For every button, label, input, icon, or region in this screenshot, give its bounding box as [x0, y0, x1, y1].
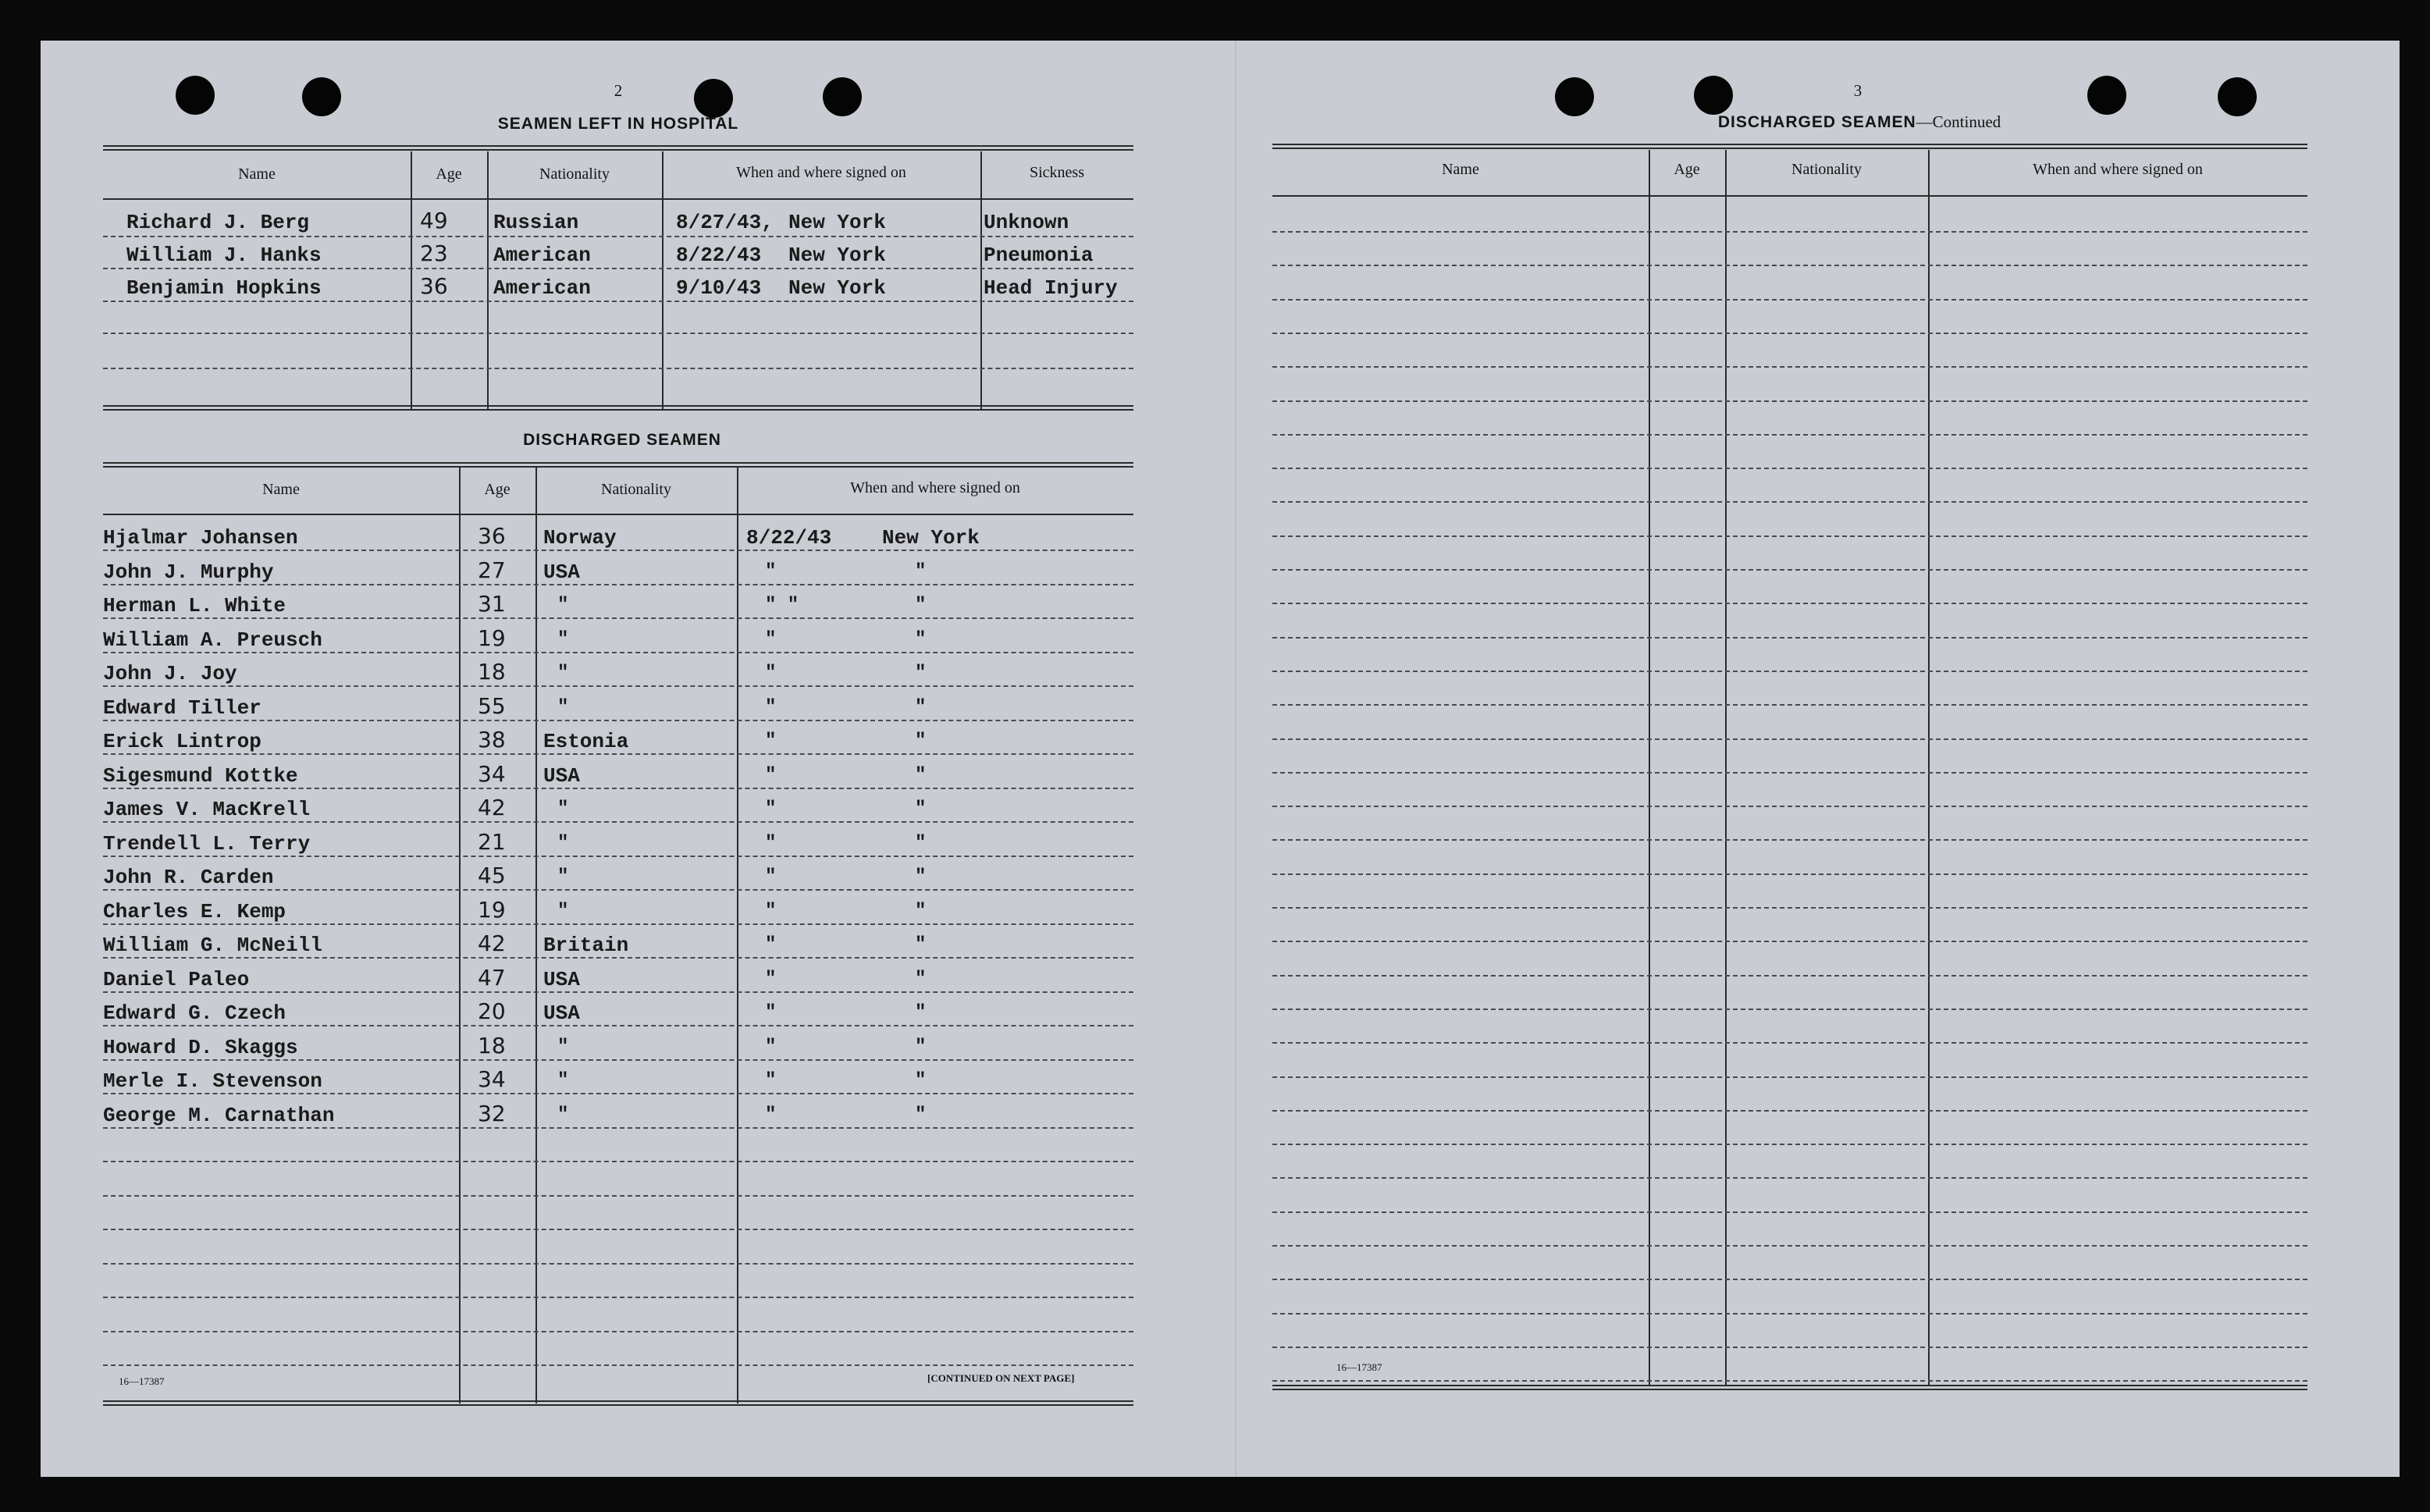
rule-line: [1272, 231, 2307, 233]
rule-line: [103, 1331, 1133, 1332]
seaman-nationality: ": [557, 1036, 569, 1058]
rule-line: [1272, 806, 2307, 807]
seaman-nationality: ": [557, 832, 569, 854]
rule-line: [1272, 671, 2307, 672]
rule-line: [1272, 535, 2307, 537]
seaman-nationality: ": [557, 866, 569, 888]
rule-line: [1272, 333, 2307, 334]
signed-date: " ": [765, 595, 799, 616]
header-age: Age: [1674, 161, 1700, 178]
seaman-nationality: ": [557, 595, 569, 616]
seaman-sickness: Pneumonia: [984, 244, 1094, 267]
signed-place: ": [915, 934, 927, 955]
rule-line: [103, 788, 1133, 789]
signed-date: ": [765, 1070, 777, 1091]
seaman-name: Herman L. White: [103, 594, 286, 617]
rule-line: [1272, 366, 2307, 368]
rule-line: [103, 1093, 1133, 1094]
rule-line: [1272, 1245, 2307, 1247]
seaman-sickness: Unknown: [984, 211, 1069, 234]
rule-line: [1272, 501, 2307, 503]
signed-date: ": [765, 832, 777, 854]
rule-line: [1272, 975, 2307, 977]
header-nationality: Nationality: [601, 481, 671, 498]
right-page: [1235, 41, 2400, 1477]
seaman-sickness: Head Injury: [984, 276, 1118, 300]
seaman-name: Benjamin Hopkins: [126, 276, 322, 300]
signed-place: ": [915, 1070, 927, 1091]
seaman-nationality: USA: [543, 967, 580, 991]
rule-line: [1272, 1279, 2307, 1280]
seaman-name: Erick Lintrop: [103, 730, 262, 753]
rule-line: [1272, 637, 2307, 639]
seaman-age: 34: [478, 1066, 506, 1092]
rule-line: [1272, 1313, 2307, 1315]
discharged-section-title: DISCHARGED SEAMEN: [523, 431, 721, 449]
rule-line: [1272, 1009, 2307, 1010]
rule-line: [1272, 907, 2307, 909]
seaman-nationality: ": [557, 799, 569, 820]
rule-line: [1272, 1380, 2307, 1382]
seaman-nationality: USA: [543, 763, 580, 788]
seaman-nationality: American: [493, 276, 591, 300]
seaman-age: 38: [478, 727, 506, 752]
signed-date: ": [765, 968, 777, 990]
signed-date: ": [765, 663, 777, 684]
signed-date: 8/27/43,: [676, 211, 774, 234]
seaman-nationality: Estonia: [543, 730, 629, 753]
seaman-nationality: ": [557, 628, 569, 650]
rule-line: [1272, 603, 2307, 604]
seaman-age: 47: [478, 964, 506, 991]
header-signed-on: When and where signed on: [2033, 161, 2203, 178]
seaman-name: John J. Murphy: [103, 560, 274, 584]
signed-place: ": [915, 1002, 927, 1023]
header-signed-on: When and where signed on: [736, 164, 906, 181]
rule-line: [1272, 772, 2307, 774]
seaman-age: 27: [478, 557, 506, 583]
seaman-name: William A. Preusch: [103, 628, 322, 652]
right-title-suffix: —Continued: [1916, 112, 2001, 131]
signed-place: ": [915, 799, 927, 820]
seaman-nationality: USA: [543, 560, 580, 584]
signed-date: ": [765, 1104, 777, 1126]
seaman-name: Edward Tiller: [103, 696, 262, 720]
rule-line: [1272, 704, 2307, 706]
rule-line: [103, 957, 1133, 959]
rule-line: [103, 923, 1133, 925]
rule-line: [1272, 941, 2307, 942]
rule-line: [103, 991, 1133, 993]
seaman-nationality: ": [557, 1104, 569, 1126]
signed-date: ": [765, 764, 777, 786]
rule-line: [103, 753, 1133, 755]
document-sheet: [41, 41, 2400, 1477]
signed-place: ": [915, 900, 927, 922]
seaman-name: William G. McNeill: [103, 934, 322, 957]
seaman-age: 36: [478, 523, 506, 549]
rule-line: [1272, 1042, 2307, 1044]
seaman-name: Merle I. Stevenson: [103, 1069, 322, 1093]
header-signed-on: When and where signed on: [850, 479, 1020, 496]
right-title-main: DISCHARGED SEAMEN: [1717, 113, 1916, 131]
rule-line: [103, 1059, 1133, 1061]
form-number: 16—17387: [119, 1375, 165, 1387]
seaman-name: Sigesmund Kottke: [103, 763, 298, 788]
seaman-name: Edward G. Czech: [103, 1001, 286, 1025]
signed-place: ": [915, 968, 927, 990]
seaman-name: George M. Carnathan: [103, 1103, 335, 1127]
seaman-name: William J. Hanks: [126, 244, 322, 267]
header-name: Name: [1442, 161, 1479, 178]
seaman-name: Daniel Paleo: [103, 967, 250, 991]
seaman-name: Richard J. Berg: [126, 211, 310, 234]
rule-line: [1272, 839, 2307, 841]
rule-line: [103, 584, 1133, 585]
signed-date: ": [765, 934, 777, 955]
signed-place: New York: [882, 526, 980, 550]
signed-place: ": [915, 1036, 927, 1058]
rule-line: [1272, 873, 2307, 875]
signed-date: ": [765, 628, 777, 650]
rule-line: [1272, 1177, 2307, 1179]
seaman-age: 42: [478, 795, 506, 820]
seaman-name: James V. MacKrell: [103, 798, 311, 821]
seaman-age: 32: [478, 1100, 506, 1126]
header-age: Age: [484, 481, 511, 498]
signed-date: ": [765, 1036, 777, 1058]
seaman-nationality: ": [557, 900, 569, 922]
seaman-name: Howard D. Skaggs: [103, 1035, 298, 1059]
page-number: 3: [1853, 81, 1863, 100]
rule-line: [1272, 265, 2307, 266]
rule-line: [103, 1364, 1133, 1366]
seaman-nationality: Russian: [493, 211, 579, 234]
seaman-age: 55: [478, 692, 506, 719]
seaman-nationality: Norway: [543, 526, 617, 550]
rule-line: [1272, 1144, 2307, 1145]
signed-date: ": [765, 799, 777, 820]
signed-date: 8/22/43: [746, 526, 832, 550]
signed-date: ": [765, 696, 777, 718]
header-nationality: Nationality: [1791, 161, 1862, 178]
rule-line: [1272, 1076, 2307, 1078]
seaman-age: 31: [478, 591, 506, 617]
left-page: [41, 41, 1235, 1477]
seaman-age: 18: [478, 1032, 506, 1058]
seaman-age: 19: [478, 896, 506, 923]
rule-line: [103, 720, 1133, 721]
signed-place: ": [915, 764, 927, 786]
signed-place: New York: [788, 276, 886, 300]
rule-line: [103, 685, 1133, 687]
form-number: 16—17387: [1336, 1361, 1382, 1373]
signed-place: ": [915, 696, 927, 718]
seaman-name: Hjalmar Johansen: [103, 526, 298, 550]
seaman-nationality: USA: [543, 1001, 580, 1025]
rule-line: [103, 550, 1133, 551]
signed-place: ": [915, 1104, 927, 1126]
seaman-name: John R. Carden: [103, 866, 274, 889]
signed-date: ": [765, 866, 777, 888]
rule-line: [103, 1127, 1133, 1129]
signed-date: ": [765, 900, 777, 922]
rule-line: [1272, 299, 2307, 301]
signed-date: ": [765, 731, 777, 752]
signed-date: ": [765, 1002, 777, 1023]
signed-place: New York: [788, 211, 886, 234]
header-sickness: Sickness: [1030, 164, 1084, 181]
header-nationality: Nationality: [539, 165, 610, 183]
hospital-section-title: SEAMEN LEFT IN HOSPITAL: [497, 115, 739, 133]
signed-place: ": [915, 663, 927, 684]
page-number: 2: [614, 81, 623, 100]
header-name: Name: [238, 165, 276, 183]
seaman-age: 23: [420, 240, 448, 266]
seaman-nationality: Britain: [543, 934, 629, 957]
rule-line: [103, 1229, 1133, 1230]
seaman-name: Charles E. Kemp: [103, 899, 286, 923]
rule-line: [103, 617, 1133, 619]
seaman-age: 18: [478, 659, 506, 685]
rule-line: [103, 1263, 1133, 1265]
signed-place: ": [915, 731, 927, 752]
rule-line: [103, 652, 1133, 653]
rule-line: [1272, 1211, 2307, 1213]
signed-date: ": [765, 560, 777, 582]
seaman-age: 19: [478, 624, 506, 651]
seaman-age: 49: [420, 208, 448, 233]
signed-place: ": [915, 595, 927, 616]
seaman-age: 21: [478, 828, 506, 855]
rule-line: [103, 1297, 1133, 1298]
rule-line: [103, 821, 1133, 823]
rule-line: [103, 856, 1133, 857]
header-age: Age: [436, 165, 462, 183]
seaman-name: Trendell L. Terry: [103, 831, 311, 856]
seaman-nationality: ": [557, 1070, 569, 1091]
rule-line: [1272, 1347, 2307, 1348]
seaman-age: 34: [478, 760, 506, 787]
header-name: Name: [262, 481, 300, 498]
seaman-nationality: ": [557, 663, 569, 684]
rule-line: [1272, 434, 2307, 436]
continued-note: [CONTINUED ON NEXT PAGE]: [927, 1372, 1075, 1384]
right-section-title: [1641, 112, 2078, 132]
rule-line: [1272, 569, 2307, 571]
seaman-age: 45: [478, 863, 506, 888]
rule-line: [103, 1025, 1133, 1026]
rule-line: [1272, 1110, 2307, 1112]
signed-date: 9/10/43: [676, 276, 762, 300]
signed-place: New York: [788, 244, 886, 267]
signed-date: 8/22/43: [676, 244, 762, 267]
rule-line: [103, 1161, 1133, 1162]
rule-line: [1272, 738, 2307, 740]
seaman-age: 42: [478, 930, 506, 956]
signed-place: ": [915, 832, 927, 854]
signed-place: ": [915, 866, 927, 888]
rule-line: [103, 889, 1133, 891]
rule-line: [1272, 400, 2307, 402]
seaman-nationality: American: [493, 244, 591, 267]
seaman-age: 36: [420, 273, 448, 299]
signed-place: ": [915, 628, 927, 650]
rule-line: [1272, 468, 2307, 469]
seaman-nationality: ": [557, 696, 569, 718]
seaman-age: 20: [478, 998, 506, 1024]
seaman-name: John J. Joy: [103, 662, 237, 685]
rule-line: [103, 1195, 1133, 1197]
signed-place: ": [915, 560, 927, 582]
